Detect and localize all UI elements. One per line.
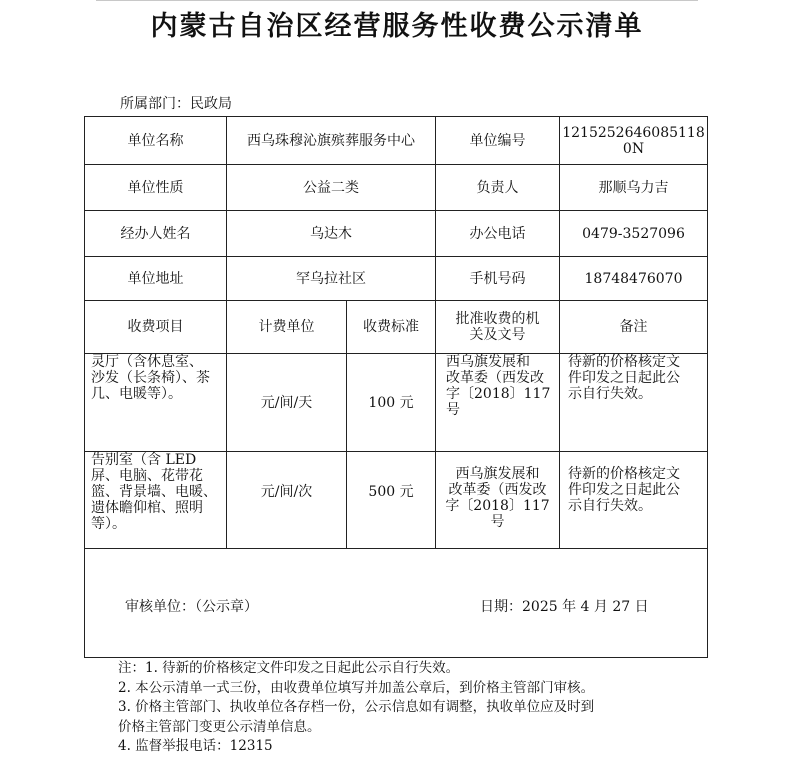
fee-item-cell [85, 354, 227, 452]
note-line: 4. 监督举报电话：12315 [118, 738, 273, 754]
office-phone-label: 办公电话 [436, 211, 560, 257]
approval-line: 号 [446, 402, 460, 418]
note-line: 3. 价格主管部门、执收单位各存档一份，公示信息如有调整，执收单位应及时到 [118, 699, 595, 715]
fee-disclosure-table [84, 116, 708, 658]
fee-standard-header: 收费标准 [347, 301, 436, 354]
approval-line: 西乌旗发展和 [455, 466, 540, 482]
approval-line: 字〔2018〕117 [445, 498, 550, 514]
unit-code-line: 0N [622, 140, 645, 157]
approval-line: 号 [490, 514, 505, 530]
remark-header: 备注 [560, 301, 707, 354]
page-top-border [96, 0, 698, 1]
nature-value: 公益二类 [227, 165, 436, 211]
note-line: 2. 本公示清单一式三份，由收费单位填写并加盖公章后，到价格主管部门审核。 [118, 679, 595, 696]
remark-line: 待新的价格核定文 [568, 354, 680, 370]
approval-line: 改革委（西发改 [448, 482, 547, 498]
remark-line: 件印发之日起此公 [568, 370, 680, 386]
approval-line: 改革委（西发改 [446, 370, 544, 386]
handler-value: 乌达木 [227, 211, 436, 257]
remark-line: 示自行失效。 [568, 498, 652, 514]
approval-line: 字〔2018〕117 [446, 386, 551, 402]
fee-item-cell [85, 452, 227, 549]
address-label: 单位地址 [85, 257, 227, 301]
approval-cell [436, 452, 560, 549]
address-value: 罕乌拉社区 [227, 257, 436, 301]
leader-label: 负责人 [436, 165, 560, 211]
approval-header-line: 关及文号 [469, 327, 526, 343]
remark-cell [560, 354, 707, 452]
approval-header-line: 批准收费的机 [455, 311, 540, 327]
unit-code-label: 单位编号 [436, 117, 560, 165]
fee-unit-cell: 元/间/次 [227, 452, 347, 549]
fee-item-line: 遗体瞻仰棺、照明 [91, 500, 203, 516]
handler-label: 经办人姓名 [85, 211, 227, 257]
fee-item-line: 告别室（含 LED [91, 452, 197, 468]
nature-label: 单位性质 [85, 165, 227, 211]
fee-item-line: 灵厅（含休息室、 [91, 354, 203, 370]
mobile-value: 18748476070 [560, 257, 707, 301]
fee-item-line: 篮、背景墙、电暖、 [91, 484, 217, 500]
department-label: 所属部门：民政局 [120, 96, 232, 112]
approval-line: 西乌旗发展和 [446, 354, 530, 370]
unit-code-line: 1215252646085118 [562, 124, 705, 141]
note-line: 注：1. 待新的价格核定文件印发之日起此公示自行失效。 [118, 660, 460, 676]
fee-item-line: 屏、电脑、花带花 [91, 468, 203, 484]
unit-name-label: 单位名称 [85, 117, 227, 165]
remark-line: 示自行失效。 [568, 386, 652, 402]
unit-code-value [560, 117, 707, 165]
remark-line: 件印发之日起此公 [568, 482, 680, 498]
approval-cell [436, 354, 560, 452]
remark-line: 待新的价格核定文 [568, 466, 680, 482]
fee-unit-cell: 元/间/天 [227, 354, 347, 452]
fee-unit-header: 计费单位 [227, 301, 347, 354]
office-phone-value: 0479-3527096 [560, 211, 707, 257]
fee-item-header: 收费项目 [85, 301, 227, 354]
mobile-label: 手机号码 [436, 257, 560, 301]
review-unit-signature: 审核单位：（公示章） [125, 599, 258, 615]
remark-cell [560, 452, 707, 549]
approval-header [436, 301, 560, 354]
review-date: 日期：2025 年 4 月 27 日 [480, 599, 649, 615]
leader-value: 那顺乌力吉 [560, 165, 707, 211]
fee-standard-cell: 500 元 [347, 452, 436, 549]
fee-item-line: 等）。 [91, 516, 126, 532]
notes-section [118, 659, 594, 757]
unit-name-value: 西乌珠穆沁旗殡葬服务中心 [227, 117, 436, 165]
fee-standard-cell: 100 元 [347, 354, 436, 452]
note-line: 价格主管部门变更公示清单信息。 [118, 718, 321, 735]
fee-item-line: 沙发（长条椅）、茶 [91, 370, 210, 386]
page-title: 内蒙古自治区经营服务性收费公示清单 [150, 11, 644, 42]
fee-item-line: 几、电暖等）。 [91, 386, 182, 402]
